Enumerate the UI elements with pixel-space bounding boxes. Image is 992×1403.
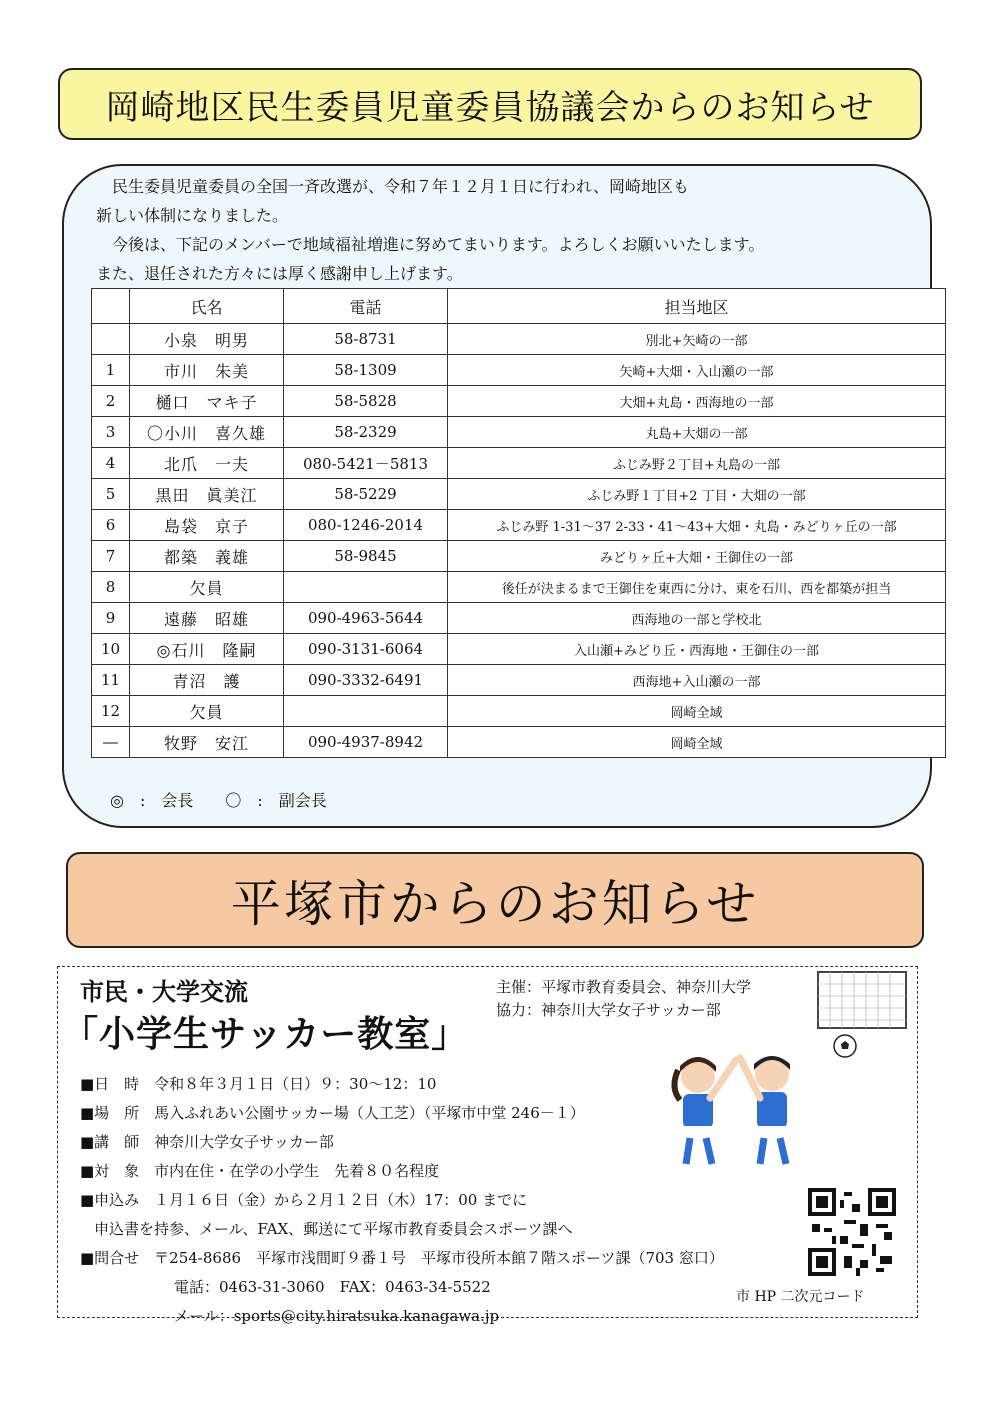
event-contact: ■問合せ 〒254-8686 平塚市浅間町９番１号 平塚市役所本館７階スポーツ課（703 窓口） <box>80 1249 724 1267</box>
cell-name: 牧野 安江 <box>130 727 284 758</box>
event-apply-note: 申込書を持参、メール、FAX、郵送にて平塚市教育委員会スポーツ課へ <box>94 1220 573 1238</box>
cell-tel: 58-1309 <box>284 355 448 386</box>
cell-name: 樋口 マキ子 <box>130 386 284 417</box>
hiratsuka-notice-title: 平塚市からのお知らせ <box>230 875 760 933</box>
qr-code[interactable] <box>808 1188 896 1276</box>
event-email[interactable]: メール：sports@city.hiratsuka.kanagawa.jp <box>174 1307 500 1325</box>
table-row <box>92 572 946 603</box>
boy-player-figure <box>740 1056 790 1164</box>
cell-area: みどりヶ丘+大畑・王御住の一部 <box>448 541 946 572</box>
table-row <box>92 324 946 355</box>
event-title: 「小学生サッカー教室」 <box>62 1014 469 1055</box>
cell-no: 9 <box>92 603 130 634</box>
cell-no: 12 <box>92 696 130 727</box>
cell-name: 欠員 <box>130 696 284 727</box>
cell-no: 3 <box>92 417 130 448</box>
cell-name: 遠藤 昭雄 <box>130 603 284 634</box>
cell-tel: 080-1246-2014 <box>284 510 448 541</box>
soccer-ball-icon <box>834 1035 856 1057</box>
cell-no: 4 <box>92 448 130 479</box>
event-instructor: ■講 師 神奈川大学女子サッカー部 <box>80 1133 334 1151</box>
cell-no: 1 <box>92 355 130 386</box>
table-row <box>92 448 946 479</box>
cell-area: 西海地の一部と学校北 <box>448 603 946 634</box>
event-target: ■対 象 市内在住・在学の小学生 先着８０名程度 <box>80 1162 440 1180</box>
cell-area: ふじみ野２丁目+丸島の一部 <box>448 448 946 479</box>
okazaki-notice-banner <box>58 68 922 140</box>
event-date: ■日 時 令和８年３月１日（日）９：30～12：10 <box>80 1075 437 1093</box>
cell-area: 後任が決まるまで王御住を東西に分け、東を石川、西を都築が担当 <box>448 572 946 603</box>
cell-name: 青沼 護 <box>130 665 284 696</box>
table-row <box>92 355 946 386</box>
table-row <box>92 541 946 572</box>
cell-tel: 090-4963-5644 <box>284 603 448 634</box>
cell-area: 西海地+入山瀬の一部 <box>448 665 946 696</box>
header-no <box>92 289 130 324</box>
table-row <box>92 696 946 727</box>
cell-no: 5 <box>92 479 130 510</box>
cell-tel: 58-5828 <box>284 386 448 417</box>
cell-name: 島袋 京子 <box>130 510 284 541</box>
cell-no: 8 <box>92 572 130 603</box>
hiratsuka-notice-banner <box>66 852 924 948</box>
cooperation-text: 協力：神奈川大学女子サッカー部 <box>496 1001 721 1019</box>
cell-name: 都築 義雄 <box>130 541 284 572</box>
okazaki-notice-title: 岡崎地区民生委員児童委員協議会からのお知らせ <box>105 87 875 128</box>
cell-no: 7 <box>92 541 130 572</box>
table-row <box>92 727 946 758</box>
cell-tel: 090-3332-6491 <box>284 665 448 696</box>
cell-area: 大畑+丸島・西海地の一部 <box>448 386 946 417</box>
cell-tel: 080-5421－5813 <box>284 448 448 479</box>
cell-area: 別北+矢崎の一部 <box>448 324 946 355</box>
cell-name: 欠員 <box>130 572 284 603</box>
role-legend: ◎ : 会長 〇 : 副会長 <box>110 791 327 810</box>
qr-caption: 市 HP 二次元コード <box>736 1289 865 1305</box>
cell-tel: 090-4937-8942 <box>284 727 448 758</box>
cell-tel: 090-3131-6064 <box>284 634 448 665</box>
cell-area: 丸島+大畑の一部 <box>448 417 946 448</box>
cell-name: 〇小川 喜久雄 <box>130 417 284 448</box>
event-subtitle: 市民・大学交流 <box>80 978 248 1006</box>
cell-area: 矢崎+大畑・入山瀬の一部 <box>448 355 946 386</box>
cell-name: 黒田 眞美江 <box>130 479 284 510</box>
cell-area: ふじみ野１丁目+2 丁目・大畑の一部 <box>448 479 946 510</box>
cell-no: 10 <box>92 634 130 665</box>
cell-no: 2 <box>92 386 130 417</box>
member-table <box>91 288 946 758</box>
organizer-text: 主催：平塚市教育委員会、神奈川大学 <box>496 978 752 996</box>
cell-tel <box>284 696 448 727</box>
cell-area: 入山瀬+みどり丘・西海地・王御住の一部 <box>448 634 946 665</box>
event-place: ■場 所 馬入ふれあい公園サッカー場（人工芝）（平塚市中堂 246－１） <box>80 1104 585 1122</box>
intro-text: 民生委員児童委員の全国一斉改選が、令和７年１２月１日に行われ、岡崎地区も 新しい体制になりました。 今後は、下記のメンバーで地域福祉増進に努めてまいります。よろしくお願いいたします。 また、退任された方々には厚く感謝申し上げます。 <box>96 177 765 283</box>
table-row <box>92 417 946 448</box>
table-row <box>92 386 946 417</box>
cell-tel: 58-8731 <box>284 324 448 355</box>
table-row <box>92 510 946 541</box>
header-area: 担当地区 <box>448 289 946 324</box>
event-details <box>80 1070 724 1331</box>
cell-no: ― <box>92 727 130 758</box>
cell-area: 岡崎全域 <box>448 696 946 727</box>
cell-name: 小泉 明男 <box>130 324 284 355</box>
cell-name: ◎石川 隆嗣 <box>130 634 284 665</box>
cell-area: ふじみ野 1-31～37 2-33・41～43+大畑・丸島・みどりヶ丘の一部 <box>448 510 946 541</box>
cell-no: 11 <box>92 665 130 696</box>
event-apply: ■申込み １月１６日（金）から２月１２日（木）17：00 までに <box>80 1191 528 1209</box>
cell-name: 市川 朱美 <box>130 355 284 386</box>
header-name: 氏名 <box>130 289 284 324</box>
cell-name: 北爪 一夫 <box>130 448 284 479</box>
table-header-row <box>92 289 946 324</box>
cell-tel: 58-5229 <box>284 479 448 510</box>
header-tel: 電話 <box>284 289 448 324</box>
cell-area: 岡崎全域 <box>448 727 946 758</box>
cell-tel: 58-2329 <box>284 417 448 448</box>
cell-no: 6 <box>92 510 130 541</box>
cell-no <box>92 324 130 355</box>
event-phone-fax: 電話：0463-31-3060 FAX：0463-34-5522 <box>174 1278 491 1296</box>
cell-tel: 58-9845 <box>284 541 448 572</box>
table-row <box>92 479 946 510</box>
table-row <box>92 634 946 665</box>
table-row <box>92 603 946 634</box>
table-row <box>92 665 946 696</box>
cell-tel <box>284 572 448 603</box>
soccer-goal-icon <box>818 972 906 1028</box>
